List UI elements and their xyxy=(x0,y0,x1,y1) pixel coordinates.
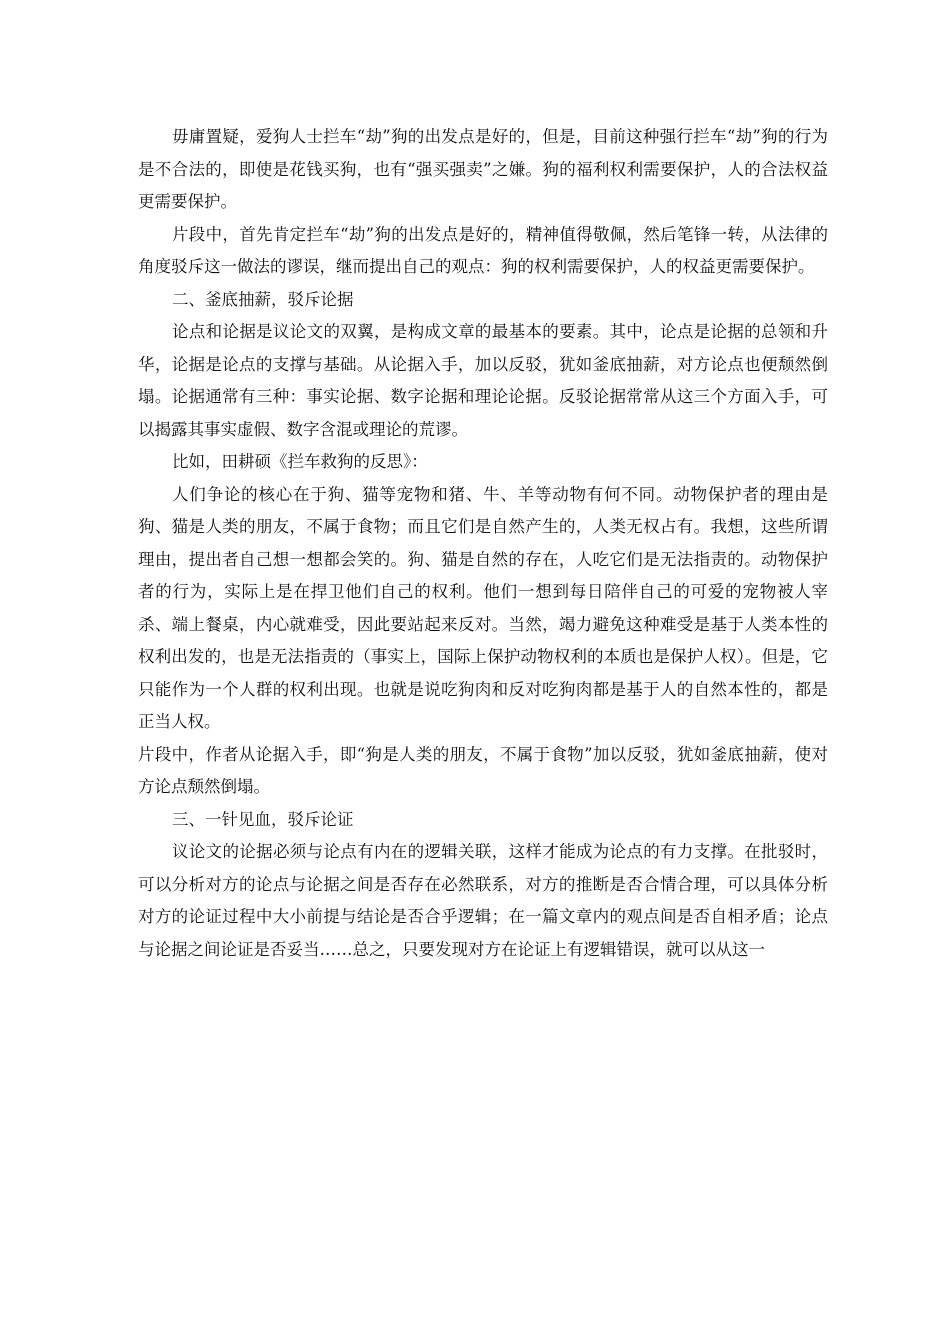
section-heading-3: 三、一针见血，驳斥论证 xyxy=(172,809,354,829)
paragraph-argument-logic: 议论文的论据必须与论点有内在的逻辑关联，这样才能成为论点的有力支撑。在批驳时，可以分析对方的论点与论据之间是否存在必然联系，对方的推断是否合情合理，可以具体分析对方的论证过程中大小前提与结论是否合乎逻辑；在一篇文章内的观点间是否自相矛盾；论点与论据之间论证是否妥当……总之，只要发现对方在论证上有逻辑错误，就可以从这一 xyxy=(138,842,828,959)
paragraph-dog-rescue-opinion: 毋庸置疑，爱狗人士拦车“劫”狗的出发点是好的，但是，目前这种强行拦车“劫”狗的行为是不合法的，即使是花钱买狗，也有“强买强卖”之嫌。狗的福利权利需要保护，人的合法权益更需要保护。 xyxy=(138,127,828,211)
paragraph-analysis-1: 片段中，首先肯定拦车“劫”狗的出发点是好的，精神值得敬佩，然后笔锋一转，从法律的角度驳斥这一做法的谬误，继而提出自己的观点：狗的权利需要保护，人的权益更需要保护。 xyxy=(138,224,828,276)
paragraph-evidence-intro: 论点和论据是议论文的双翼，是构成文章的最基本的要素。其中，论点是论据的总领和升华，论据是论点的支撑与基础。从论据入手，加以反驳，犹如釜底抽薪，对方论点也便颓然倒塌。论据通常有三种：事实论据、数字论据和理论论据。反驳论据常常从这三个方面入手，可以揭露其事实虚假、数字含混或理论的荒谬。 xyxy=(138,322,828,439)
document-page xyxy=(138,121,828,966)
paragraph-analysis-2: 片段中，作者从论据入手，即“狗是人类的朋友，不属于食物”加以反驳，犹如釜底抽薪，使对方论点颓然倒塌。 xyxy=(138,744,828,796)
paragraph-quoted-example: 人们争论的核心在于狗、猫等宠物和猪、牛、羊等动物有何不同。动物保护者的理由是狗、猫是人类的朋友，不属于食物；而且它们是自然产生的，人类无权占有。我想，这些所谓理由，提出者自己想一想都会笑的。狗、猫是自然的存在，人吃它们是无法指责的。动物保护者的行为，实际上是在捍卫他们自己的权利。他们一想到每日陪伴自己的可爱的宠物被人宰杀、端上餐桌，内心就难受，因此要站起来反对。当然，竭力避免这种难受是基于人类本性的权利出发的，也是无法指责的（事实上，国际上保护动物权利的本质也是保护人权）。但是，它只能作为一个人群的权利出现。也就是说吃狗肉和反对吃狗肉都是基于人的自然本性的，都是正当人权。 xyxy=(138,484,828,731)
example-intro: 比如，田耕硕《拦车救狗的反思》： xyxy=(172,452,428,471)
section-heading-2: 二、釜底抽薪，驳斥论据 xyxy=(172,289,354,309)
